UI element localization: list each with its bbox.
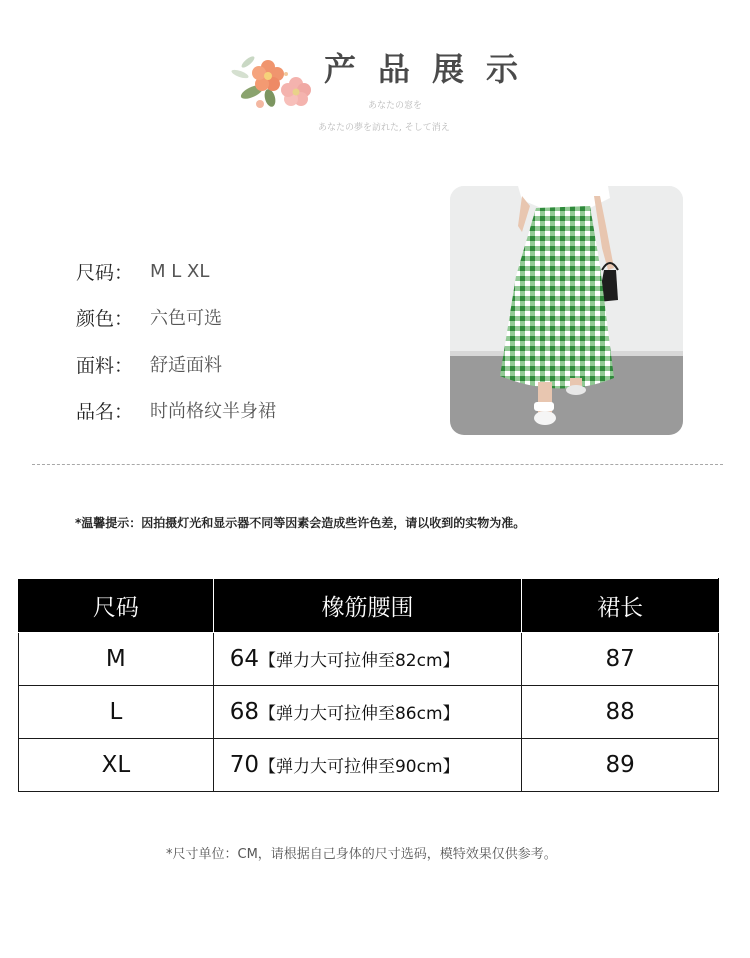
subtitle-line-1: あなたの窓を [368,101,423,111]
table-row [19,633,719,686]
spec-label: 品名： [76,400,134,423]
length-cell: 88 [522,686,719,739]
spec-value: M L XL [150,260,210,282]
waist-cell [213,739,522,792]
size-cell: M [19,633,214,686]
gingham-skirt-model-image [450,186,683,435]
spec-value: 舒适面料 [150,355,222,376]
flower-decoration-icon [226,40,326,120]
size-footnote: *尺寸单位：CM，请根据自己身体的尺寸选码，模特效果仅供参考。 [166,847,557,862]
size-table [18,578,719,792]
waist-value: 70 [229,752,259,778]
length-cell: 87 [522,633,719,686]
waist-note: 【弹力大可拉伸至86cm】 [258,704,460,724]
spec-row-size [76,259,209,283]
spec-label: 面料： [76,354,134,377]
header-size: 尺码 [19,579,214,633]
waist-cell [213,686,522,739]
page-title: 产品展示 [324,50,541,88]
spec-label: 颜色： [76,307,134,330]
waist-cell [213,633,522,686]
header-length: 裙长 [522,579,719,633]
spec-row-product-name [76,398,276,422]
color-notice: *温馨提示：因拍摄灯光和显示器不同等因素会造成些许色差，请以收到的实物为准。 [75,516,526,530]
table-row [19,686,719,739]
table-header-row [19,579,719,633]
header [0,0,750,150]
spec-label: 尺码： [76,261,134,284]
subtitle-line-2: あなたの夢を訪れた, そして消え [318,123,450,133]
waist-value: 68 [229,699,259,725]
table-row [19,739,719,792]
waist-note: 【弹力大可拉伸至82cm】 [258,651,460,671]
size-cell: L [19,686,214,739]
dashed-divider [32,464,723,465]
spec-value: 时尚格纹半身裙 [150,401,276,422]
spec-row-color [76,305,222,329]
header-waist: 橡筋腰围 [213,579,522,633]
length-cell: 89 [522,739,719,792]
spec-value: 六色可选 [150,308,222,329]
waist-note: 【弹力大可拉伸至90cm】 [258,757,460,777]
waist-value: 64 [229,646,259,672]
size-cell: XL [19,739,214,792]
spec-row-fabric [76,352,222,376]
product-photo [450,186,683,435]
